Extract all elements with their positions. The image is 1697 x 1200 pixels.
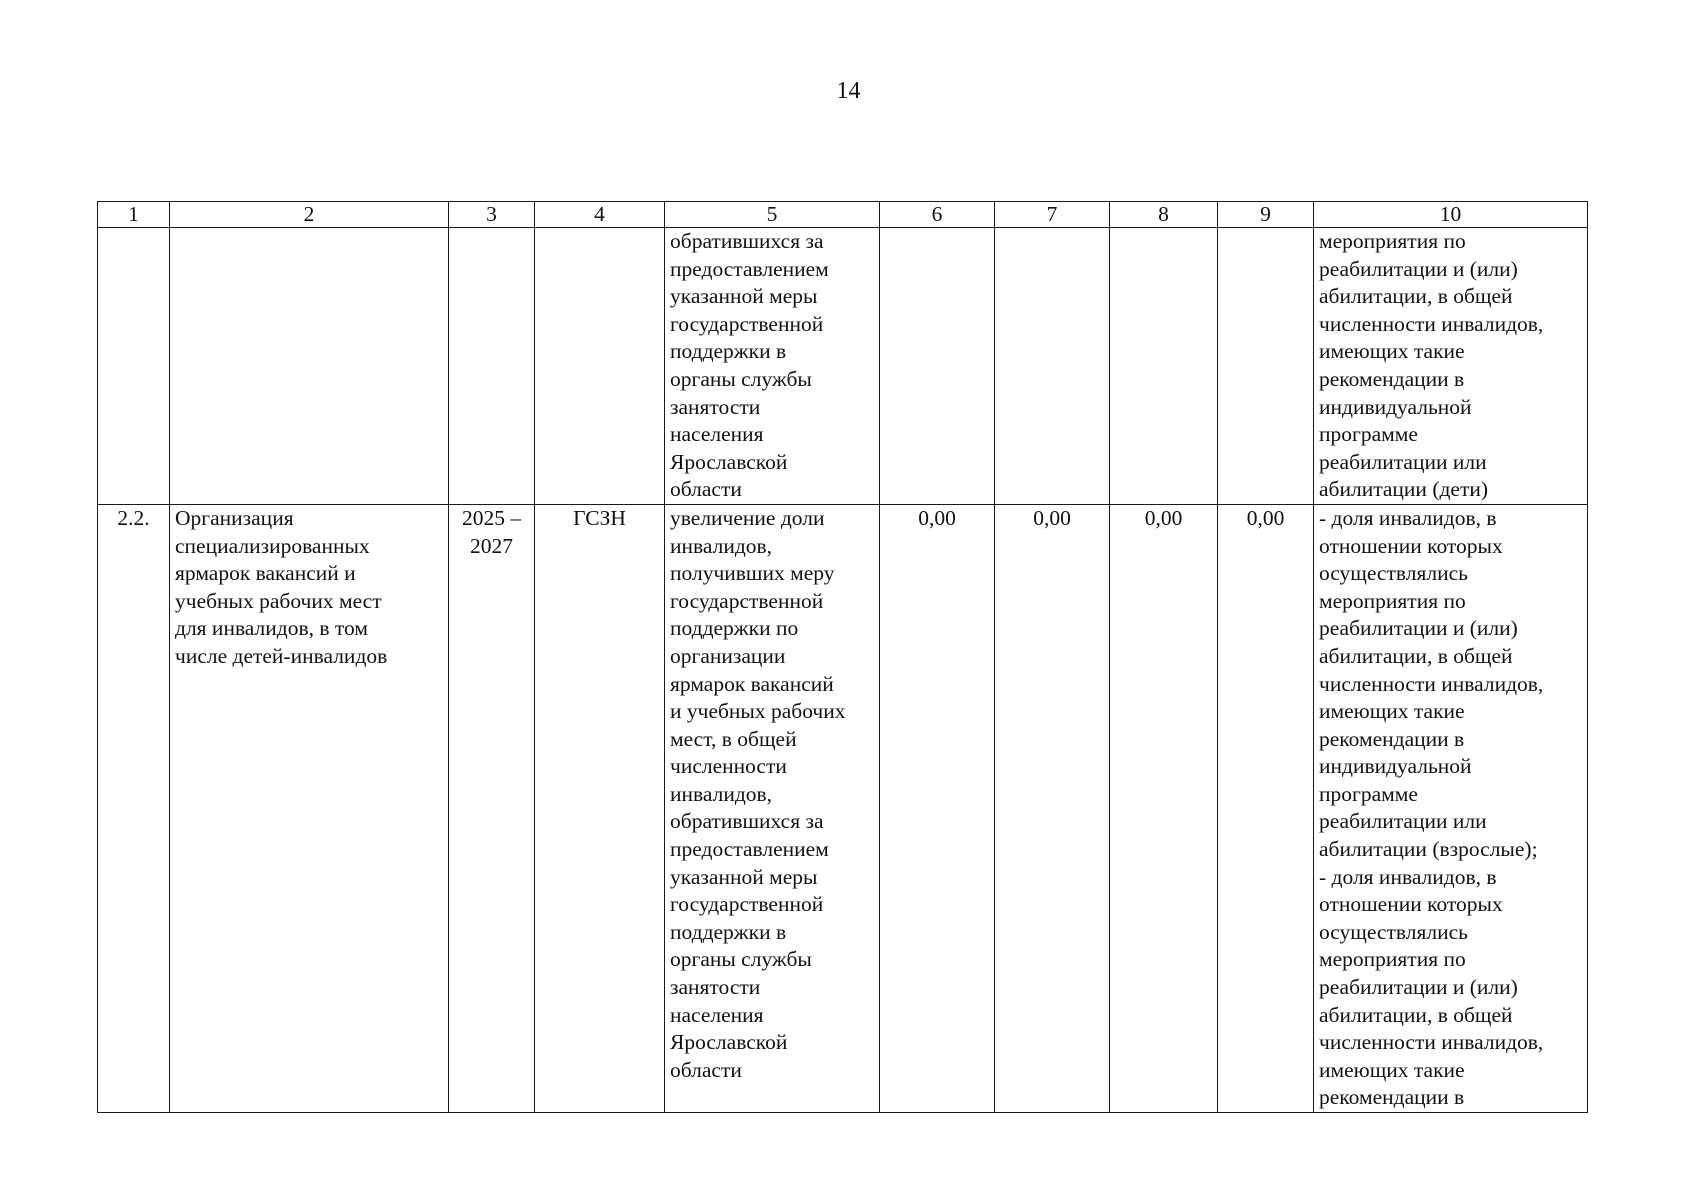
table-row-2-2: [98, 504, 1588, 1112]
column-number-9: 9: [1218, 202, 1314, 228]
column-number-6: 6: [880, 202, 995, 228]
value-cell-9: 0,00: [1218, 504, 1314, 1112]
value-cell-6: 0,00: [880, 504, 995, 1112]
period-cell: [449, 228, 535, 505]
column-number-2: 2: [170, 202, 449, 228]
row-index-cell: 2.2.: [98, 504, 170, 1112]
column-number-5: 5: [665, 202, 880, 228]
result-cell: увеличение доли инвалидов, получивших меру государственной поддержки по организации ярмарок вакансий и учебных рабочих мест, в общей численности инвалидов, обратившихся за предоставлением указанной меры государственной поддержки в органы службы занятости населения Ярославской области: [665, 504, 880, 1112]
value-cell-7: 0,00: [995, 504, 1110, 1112]
program-measures-table: [97, 201, 1588, 1113]
executor-cell: [535, 228, 665, 505]
value-cell-9: [1218, 228, 1314, 505]
page-number: 14: [836, 78, 861, 104]
period-cell: 2025 – 2027: [449, 504, 535, 1112]
column-number-1: 1: [98, 202, 170, 228]
row-index-cell: [98, 228, 170, 505]
executor-cell: ГСЗН: [535, 504, 665, 1112]
column-number-8: 8: [1110, 202, 1218, 228]
column-numbers-row: [98, 202, 1588, 228]
value-cell-8: [1110, 228, 1218, 505]
indicator-cell: - доля инвалидов, в отношении которых осуществлялись мероприятия по реабилитации и (или) абилитации, в общей численности инвалидов, имеющих такие рекомендации в индивидуальной программе реабилитации или абилитации (взрослые); - доля инвалидов, в отношении которых осуществлялись мероприятия по реабилитации и (или) абилитации, в общей численности инвалидов, имеющих такие рекомендации в: [1314, 504, 1588, 1112]
result-cell: обратившихся за предоставлением указанной меры государственной поддержки в органы службы занятости населения Ярославской области: [665, 228, 880, 505]
column-number-3: 3: [449, 202, 535, 228]
column-number-7: 7: [995, 202, 1110, 228]
value-cell-8: 0,00: [1110, 504, 1218, 1112]
column-number-4: 4: [535, 202, 665, 228]
value-cell-6: [880, 228, 995, 505]
indicator-cell: мероприятия по реабилитации и (или) абилитации, в общей численности инвалидов, имеющих такие рекомендации в индивидуальной программе реабилитации или абилитации (дети): [1314, 228, 1588, 505]
value-cell-7: [995, 228, 1110, 505]
column-number-10: 10: [1314, 202, 1588, 228]
table-row-continuation: [98, 228, 1588, 505]
measure-name-cell: [170, 228, 449, 505]
measure-name-cell: Организация специализированных ярмарок вакансий и учебных рабочих мест для инвалидов, в том числе детей-инвалидов: [170, 504, 449, 1112]
